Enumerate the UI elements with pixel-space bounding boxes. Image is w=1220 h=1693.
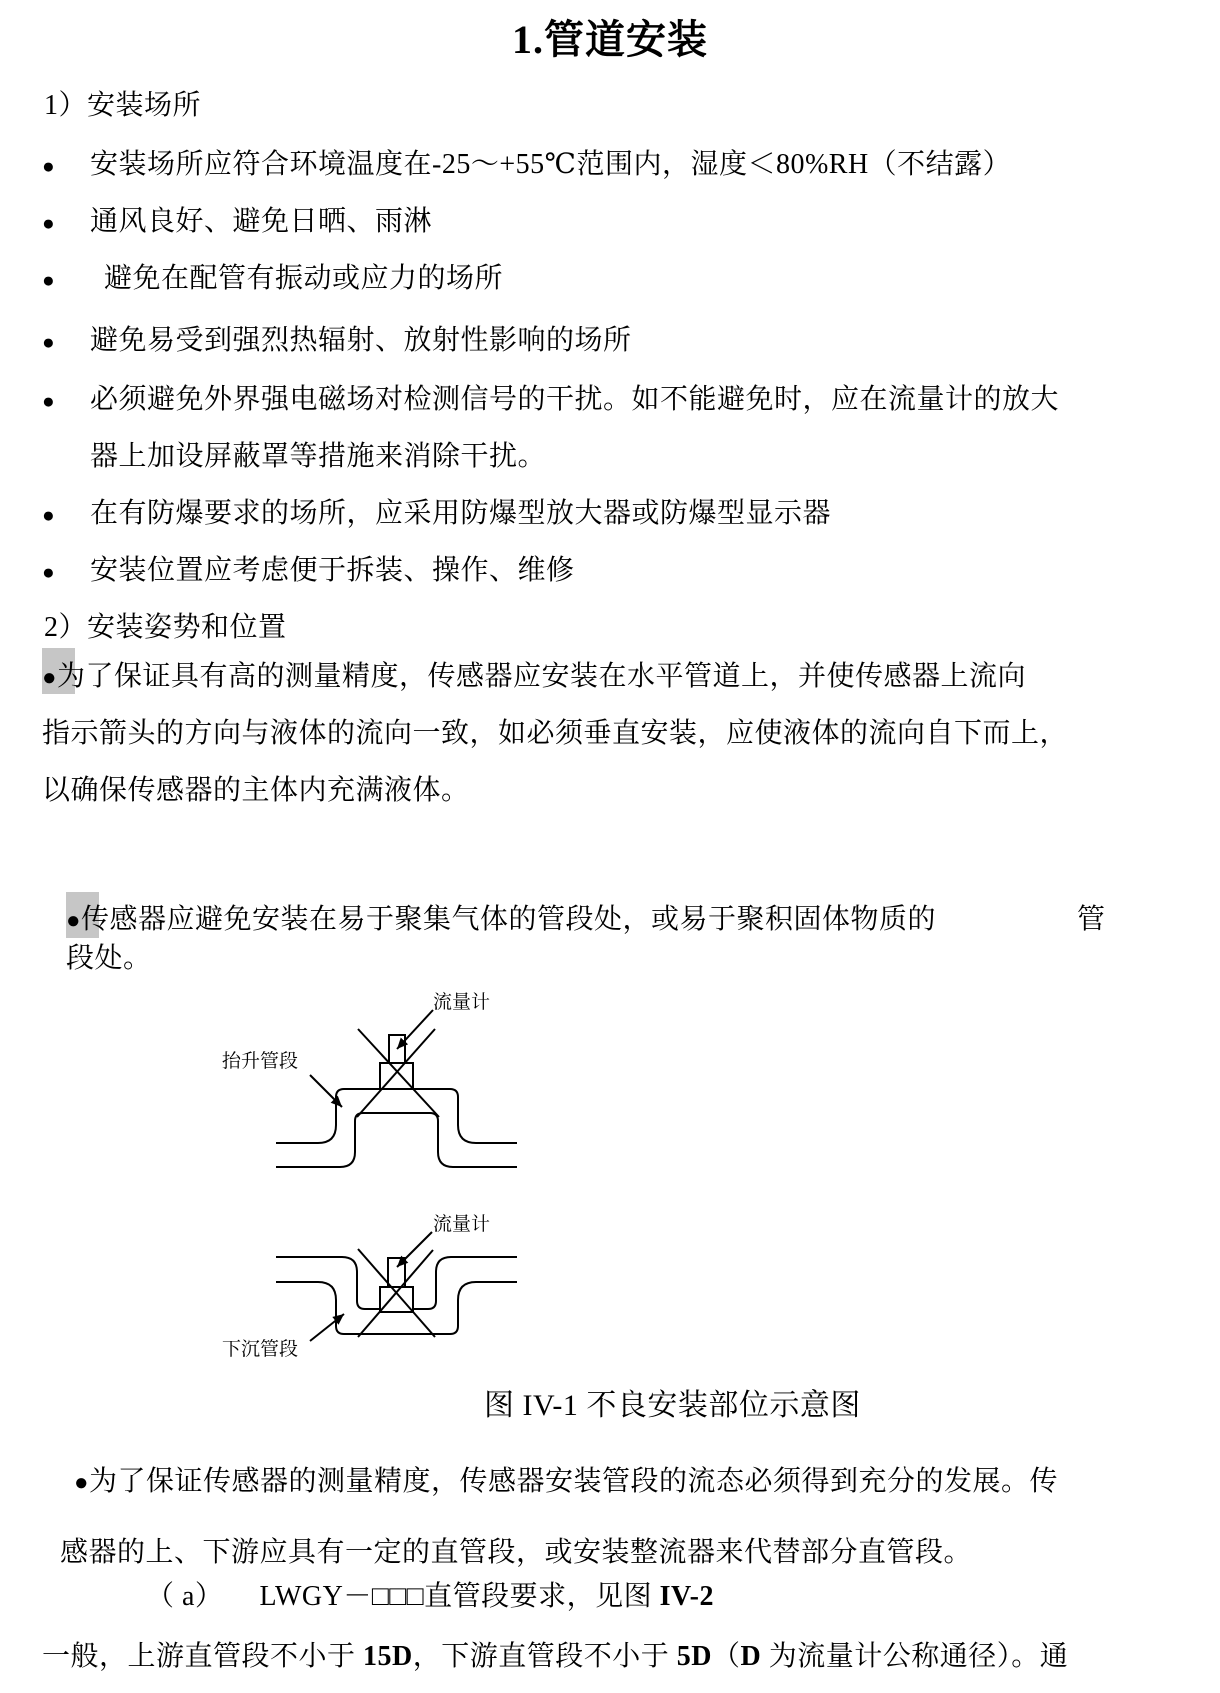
closing-text: （ (712, 1641, 741, 1672)
section-1-heading: 1）安装场所 (44, 90, 202, 121)
value-15d: 15D (363, 1641, 413, 1672)
flow-meter-base (380, 1287, 413, 1312)
figure-reference: IV-2 (659, 1581, 714, 1612)
closing-text: ，下游直管段不小于 (412, 1641, 677, 1672)
label-arrow (310, 1314, 344, 1341)
paragraph-2-line (66, 900, 1220, 941)
bullet-item (42, 145, 1011, 186)
value-5d: 5D (676, 1641, 712, 1672)
bullet-item (42, 494, 831, 535)
pipe-inner-contour (276, 1113, 517, 1167)
bullet-item (42, 380, 1059, 421)
paragraph-3-line: 感器的上、下游应具有一定的直管段，或安装整流器来代替部分直管段。 (60, 1537, 973, 1568)
bullet-dot-icon: ● (42, 389, 56, 413)
closing-text: 为流量计公称通径）。通 (761, 1641, 1069, 1672)
bullet-item (42, 321, 632, 362)
bullet-text: 在有防爆要求的场所，应采用防爆型放大器或防爆型显示器 (90, 498, 832, 529)
page-title: 1.管道安装 (512, 17, 708, 62)
pipe-outer-contour (276, 1089, 517, 1143)
bullet-dot-icon: ● (42, 330, 56, 354)
label-arrow (397, 1232, 432, 1267)
paragraph-text-tail: 管 (1077, 904, 1106, 935)
figure-sunken-pipe-diagram (220, 1205, 530, 1360)
paragraph-2-line: 段处。 (66, 943, 152, 974)
paragraph-1-line: 以确保传感器的主体内充满液体。 (42, 775, 470, 806)
figure-caption: 图 IV-1 不良安装部位示意图 (484, 1389, 861, 1422)
bullet-dot-icon: ● (42, 665, 57, 691)
bullet-dot-icon: ● (42, 503, 56, 527)
closing-line (42, 1637, 1068, 1677)
closing-text: 一般，上游直管段不小于 (42, 1641, 364, 1672)
bullet-item (42, 259, 503, 300)
bullet-text: 避免在配管有振动或应力的场所 (104, 263, 504, 294)
item-a-text: LWGY－□□□直管段要求，见图 (259, 1581, 660, 1612)
bullet-item-continuation: 器上加设屏蔽罩等措施来消除干扰。 (90, 441, 547, 472)
bullet-dot-icon: ● (42, 154, 56, 178)
bullet-dot-icon: ● (74, 1470, 89, 1496)
bullet-item (42, 202, 432, 243)
flow-meter-label: 流量计 (433, 992, 491, 1013)
value-d: D (740, 1641, 762, 1672)
bullet-dot-icon: ● (42, 560, 56, 584)
flow-meter-label: 流量计 (433, 1214, 491, 1235)
bullet-text: 通风良好、避免日晒、雨淋 (90, 206, 433, 237)
figure-raised-pipe-diagram (220, 985, 530, 1181)
paragraph-text: 为了保证具有高的测量精度，传感器应安装在水平管道上，并使传感器上流向 (57, 661, 1027, 692)
bullet-dot-icon: ● (42, 268, 56, 292)
paragraph-text: 为了保证传感器的测量精度，传感器安装管段的流态必须得到充分的发展。传 (89, 1466, 1059, 1497)
paragraph-1-line (42, 657, 1026, 698)
bullet-item (42, 551, 575, 592)
section-2-heading: 2）安装姿势和位置 (44, 612, 287, 643)
paragraph-3-line (74, 1462, 1058, 1503)
item-a-label: （ a） (146, 1581, 224, 1612)
bullet-text: 安装位置应考虑便于拆装、操作、维修 (90, 555, 575, 586)
item-a-line (146, 1577, 714, 1617)
bullet-text: 避免易受到强烈热辐射、放射性影响的场所 (90, 325, 632, 356)
bullet-dot-icon: ● (66, 908, 81, 934)
sunken-pipe-label: 下沉管段 (222, 1339, 299, 1360)
label-arrow (397, 1010, 433, 1049)
raised-pipe-label: 抬升管段 (222, 1051, 299, 1072)
bullet-text: 必须避免外界强电磁场对检测信号的干扰。如不能避免时，应在流量计的放大 (90, 384, 1060, 415)
bullet-dot-icon: ● (42, 211, 56, 235)
paragraph-text: 传感器应避免安装在易于聚集气体的管段处，或易于聚积固体物质的 (81, 904, 937, 935)
paragraph-1-line: 指示箭头的方向与液体的流向一致，如必须垂直安装，应使液体的流向自下而上， (42, 718, 1069, 749)
bullet-text: 安装场所应符合环境温度在-25～+55℃范围内，湿度＜80%RH（不结露） (90, 149, 1012, 180)
